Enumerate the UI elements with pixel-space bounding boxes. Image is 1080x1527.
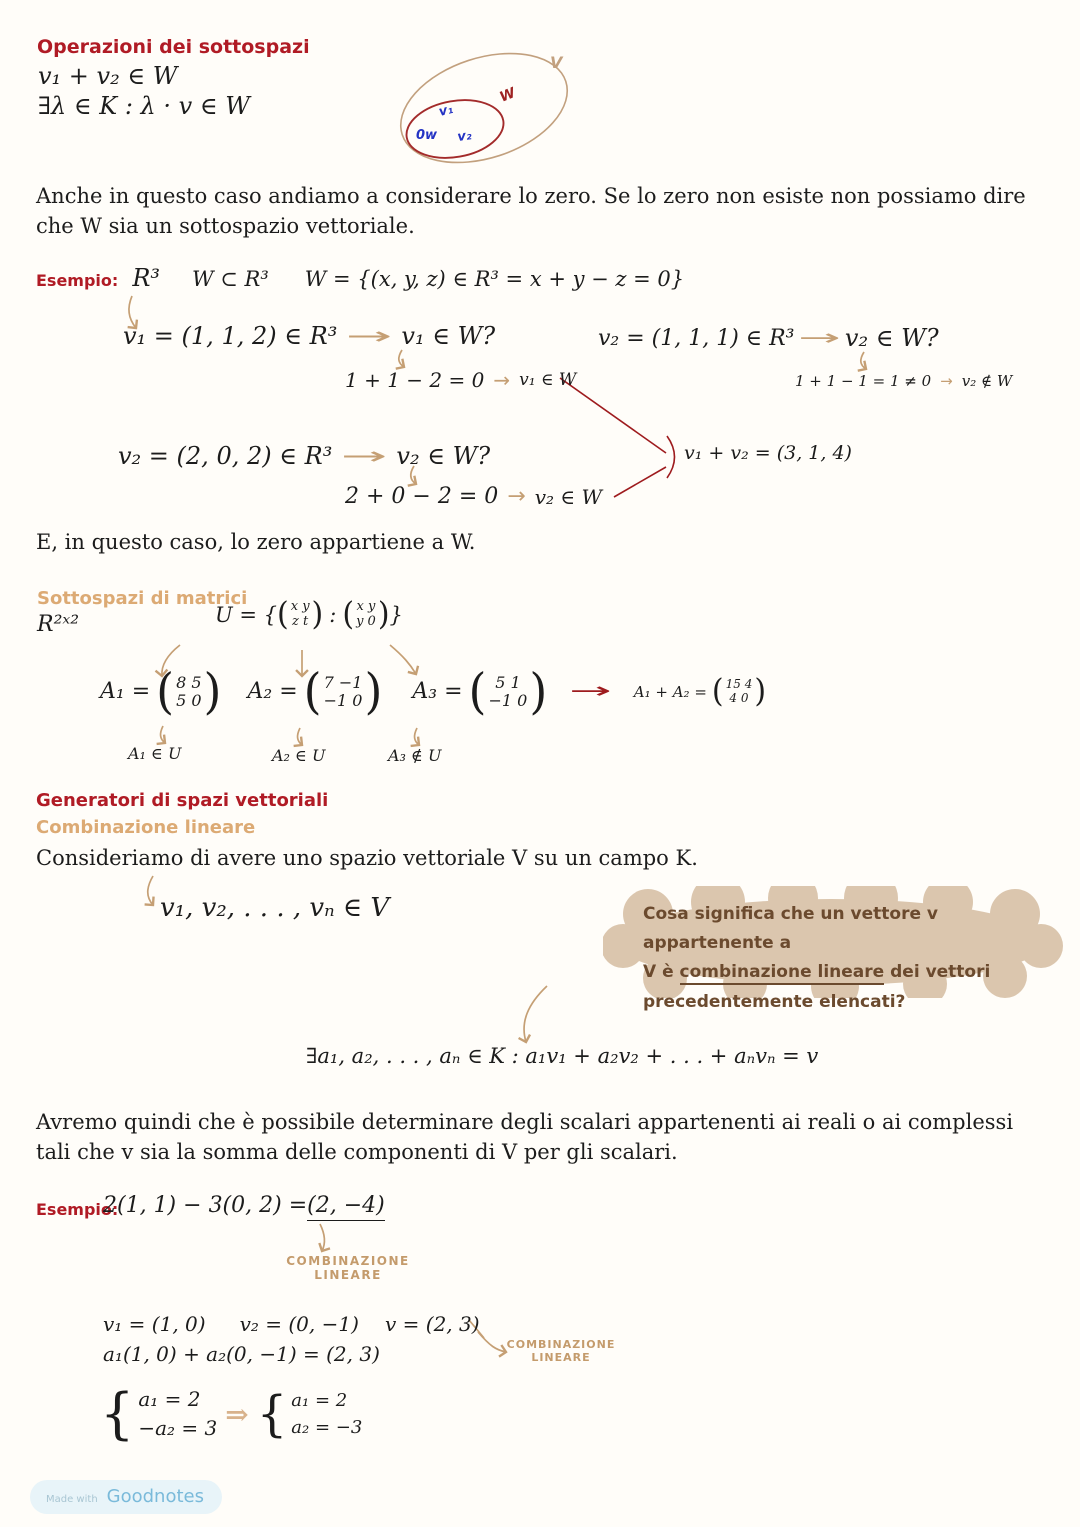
matrix-a1-group	[100, 662, 222, 720]
a3-matrix	[468, 662, 548, 720]
diagram-label-w: W	[497, 85, 518, 106]
esempio2-expr	[103, 1193, 385, 1221]
paren-open-icon: (	[342, 595, 355, 633]
v2b-test-row	[598, 324, 939, 352]
esempio-r3-row	[36, 264, 684, 292]
handnote-comb2-line1: COMBINAZIONE	[506, 1338, 616, 1351]
a1-row2: 5 0	[176, 690, 202, 710]
sum-matrix	[711, 672, 767, 710]
arrow-u-to-a3-icon	[390, 645, 416, 674]
handnote-comb2-line2: LINEARE	[531, 1351, 591, 1364]
system1-eq2: −a₂ = 3	[138, 1416, 218, 1440]
esempio-setdef: W = {(x, y, z) ∈ R³ = x + y − z = 0}	[304, 267, 685, 291]
matrix-space: R²ˣ²	[37, 612, 80, 637]
conclusion-zero: E, in questo caso, lo zero appartiene a W.	[36, 530, 476, 554]
expr-prefix: 2(1, 1) − 3(0, 2) =	[103, 1193, 308, 1218]
v1-check: 1 + 1 − 2 = 0	[345, 368, 485, 392]
paren-open-icon: (	[303, 662, 322, 720]
a1-label: A₁ =	[100, 679, 151, 705]
u-matrix-1-row1: x y	[290, 599, 310, 614]
paren-close-icon: )	[203, 662, 222, 720]
arrow-right-icon: →	[493, 368, 511, 392]
paren-close-icon: )	[311, 595, 324, 633]
goodnotes-brand: Goodnotes	[106, 1486, 204, 1507]
arrow-right-icon: →	[507, 484, 526, 509]
v2b-check: 1 + 1 − 1 = 1 ≠ 0	[795, 372, 932, 390]
diagram-item-zero: 0w	[416, 128, 438, 143]
paren-open-icon: (	[468, 662, 487, 720]
combination-equation: a₁(1, 0) + a₂(0, −1) = (2, 3)	[103, 1342, 380, 1366]
a2-membership: A₂ ∈ U	[272, 746, 326, 765]
system-row	[100, 1381, 363, 1446]
section-title-matrici: Sottospazi di matrici	[37, 588, 248, 609]
note-line1: Cosa significa che un vettore v appartenente a	[643, 904, 938, 954]
matrices-row	[100, 662, 767, 720]
paragraph-scalari: Avremo quindi che è possibile determinare degli scalari appartenenti ai reali o ai complessi tali che v sia la somma delle componenti di V per gli scalari.	[36, 1110, 1014, 1164]
system1-eq1: a₁ = 2	[138, 1387, 201, 1411]
v1-result: v₁ ∈ W	[519, 370, 577, 390]
sum-label: A₁ + A₂ =	[633, 682, 707, 701]
handnote-comb1-line2: LINEARE	[314, 1268, 382, 1282]
paragraph-zero: Anche in questo caso andiamo a considerare lo zero. Se lo zero non esiste non possiamo dire che W sia un sottospazio vettoriale.	[36, 184, 1026, 238]
arrow-a1-hook-icon	[161, 726, 165, 743]
arrow-a3-hook-icon	[415, 728, 419, 745]
sum-row1: 15 4	[725, 677, 753, 692]
v2b-question: v₂ ∈ W?	[844, 324, 939, 352]
brace-open-icon: {	[100, 1381, 135, 1446]
paren-close-icon: )	[754, 672, 767, 710]
system2-eq1: a₁ = 2	[291, 1390, 348, 1411]
v2b-result: v₂ ∉ W	[961, 372, 1013, 390]
made-with-label: Made with	[46, 1494, 98, 1505]
intro-combinazione: Consideriamo di avere uno spazio vettoriale V su un campo K.	[36, 846, 698, 870]
long-arrow-icon: →	[798, 325, 841, 351]
v2-check-row	[345, 484, 602, 509]
implies-arrow-icon: ⇒	[225, 1397, 249, 1431]
target-vector: v = (2, 3)	[385, 1312, 480, 1336]
section-subtitle-combinazione: Combinazione lineare	[36, 817, 256, 838]
a2-row2: −1 0	[323, 690, 363, 710]
a3-label: A₃ =	[412, 679, 463, 705]
paren-open-icon: (	[156, 662, 175, 720]
diagram-label-v: V	[550, 53, 563, 72]
linear-combination-formula: ∃a₁, a₂, . . . , aₙ ∈ K : a₁v₁ + a₂v₂ + . . . + aₙvₙ = v	[306, 1044, 819, 1068]
note-line2-post: dei vettori	[884, 962, 991, 983]
brace-open-icon: {	[256, 1385, 288, 1443]
handnote-comb2	[506, 1338, 616, 1364]
v2-check: 2 + 0 − 2 = 0	[345, 484, 499, 509]
basis-vectors-row	[103, 1312, 359, 1336]
a1-row1: 8 5	[176, 672, 202, 692]
handnote-comb1	[283, 1254, 413, 1282]
arrow-v1q-hook-icon	[399, 350, 404, 367]
expr-result: (2, −4)	[307, 1193, 385, 1221]
v2-definition: v₂ = (2, 0, 2) ∈ R³	[118, 442, 333, 470]
u-matrix-2-row1: x y	[356, 599, 376, 614]
u-definition-row	[215, 595, 403, 633]
math-closure-scalar: ∃λ ∈ K : λ · v ∈ W	[38, 92, 250, 120]
system2-eq2: a₂ = −3	[291, 1417, 363, 1438]
u-matrix-2	[342, 595, 390, 633]
arrow-comb2-icon	[478, 1332, 506, 1352]
a1-matrix	[156, 662, 222, 720]
matrix-sum-group	[633, 672, 767, 710]
vectors-in-v: v₁, v₂, . . . , vₙ ∈ V	[160, 893, 390, 923]
section-title-operazioni: Operazioni dei sottospazi	[37, 36, 310, 58]
arrow-comb1-down-icon	[320, 1224, 324, 1251]
arrow-v2bq-hook-icon	[861, 352, 866, 369]
u-def-suffix: }	[389, 602, 403, 627]
note-line2	[643, 958, 1063, 987]
a3-row1: 5 1	[495, 672, 521, 692]
a3-membership: A₃ ∉ U	[388, 746, 442, 765]
a2-label: A₂ =	[247, 679, 298, 705]
esempio-label: Esempio:	[36, 271, 119, 290]
long-arrow-icon: →	[346, 322, 393, 350]
v2-test-row	[118, 442, 490, 470]
math-closure-sum: v₁ + v₂ ∈ W	[38, 62, 178, 90]
red-line-v2-icon	[614, 467, 666, 497]
a2-matrix	[303, 662, 383, 720]
v1-test-row	[123, 322, 495, 350]
note-line2-underlined: combinazione lineare	[680, 962, 885, 985]
u-def-prefix: U = {	[215, 602, 278, 627]
red-paren-icon	[667, 436, 675, 478]
v2b-definition: v₂ = (1, 1, 1) ∈ R³	[598, 325, 795, 351]
arrow-generatori-hook-icon	[148, 876, 153, 905]
highlight-note	[603, 886, 1063, 1012]
note-line3: precedentemente elencati?	[643, 991, 906, 1012]
matrix-a2-group	[247, 662, 383, 720]
long-arrow-icon: →	[341, 442, 388, 470]
v2-question: v₂ ∈ W?	[396, 442, 491, 470]
u-matrix-1	[277, 595, 324, 633]
esempio-subset: W ⊂ R³	[192, 267, 269, 291]
v1-question: v₁ ∈ W?	[401, 322, 496, 350]
handnote-comb1-line1: COMBINAZIONE	[286, 1254, 410, 1268]
u-matrix-1-row2: z t	[292, 613, 309, 629]
a2-row1: 7 −1	[323, 672, 363, 692]
v1-check-row	[345, 368, 576, 392]
a1-membership: A₁ ∈ U	[128, 744, 182, 763]
basis-v2: v₂ = (0, −1)	[239, 1312, 359, 1336]
red-long-arrow-icon: →	[569, 679, 612, 705]
a3-row2: −1 0	[488, 690, 528, 710]
v2-result: v₂ ∈ W	[534, 484, 603, 509]
arrow-blob-to-formula-icon	[524, 986, 547, 1042]
u-matrix-2-row2: y 0	[356, 613, 376, 629]
goodnotes-badge[interactable]	[30, 1480, 222, 1514]
paren-close-icon: )	[377, 595, 390, 633]
v2b-check-row	[795, 372, 1012, 390]
paren-open-icon: (	[277, 595, 289, 633]
v1-definition: v₁ = (1, 1, 2) ∈ R³	[123, 322, 338, 350]
subspace-sketch	[392, 36, 577, 178]
arrow-a2-hook-icon	[298, 728, 302, 745]
paren-close-icon: )	[364, 662, 383, 720]
paren-close-icon: )	[529, 662, 548, 720]
sum-row2: 4 0	[729, 690, 749, 705]
u-def-colon: :	[329, 602, 337, 627]
section-title-generatori: Generatori di spazi vettoriali	[36, 790, 329, 811]
v1-plus-v2-sum: v₁ + v₂ = (3, 1, 4)	[684, 442, 852, 464]
paren-open-icon: (	[711, 672, 724, 710]
diagram-item-v1: v₁	[437, 101, 455, 120]
esempio-space: R³	[132, 264, 161, 292]
arrow-right-icon: →	[940, 372, 953, 390]
basis-v1: v₁ = (1, 0)	[103, 1312, 206, 1336]
diagram-item-v2: v₂	[456, 128, 473, 145]
note-line2-pre: V è	[643, 962, 680, 983]
esempio2-label: Esempio:	[36, 1200, 119, 1219]
matrix-a3-group	[412, 662, 548, 720]
